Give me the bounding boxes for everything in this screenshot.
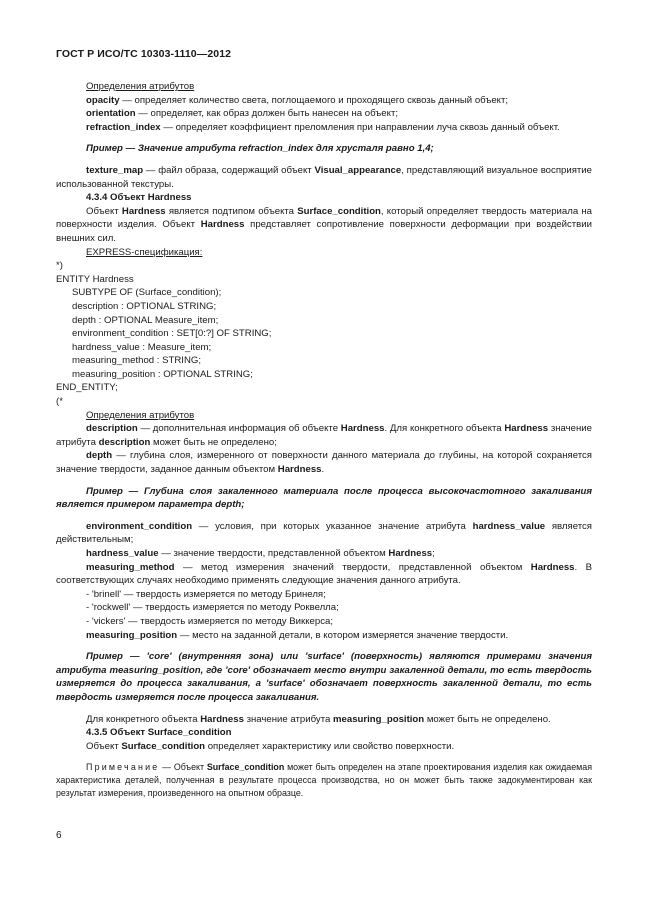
express-line: measuring_method : STRING;	[72, 355, 202, 367]
example-measuring-position: Пример — 'core' (внутренняя зона) или 'surface' (поверхность) являются примерами значения атрибута measuring_position, где 'core' обозначает место внутри закаленной детали, то есть твердость измеряется до процесса закаливания, а 'surface' обозначает поверхность закаленной детали, то есть твердость измеряется после процесса закаливания.	[56, 651, 592, 703]
page-number: 6	[56, 830, 62, 841]
attr-texture-map: texture_map — файл образа, содержащий объект Visual_appearance, представляющий визуальное восприятие использованной текстуры.	[56, 164, 592, 190]
attr-measuring-position: measuring_position — место на заданной детали, в котором измеряется значение твердости.	[86, 629, 509, 641]
method-item-vickers: - 'vickers' — твердость измеряется по методу Виккерса;	[86, 615, 334, 627]
attr-depth: depth — глубина слоя, измеренного от поверхности данного материала до глубины, на которой сохраняется значение твердости, заданное данным объектом Hardness.	[56, 450, 592, 476]
express-line: END_ENTITY;	[56, 382, 118, 394]
note-label: Примечание	[86, 762, 160, 773]
attr-measuring-method: measuring_method — метод измерения значений твердости, представленной объектом Hardness. В соответствующих случаях необходимо применять следующие значения данного атрибута.	[56, 561, 593, 587]
attr-hardness-value: hardness_value — значение твердости, представленной объектом Hardness;	[86, 548, 435, 559]
express-line: SUBTYPE OF (Surface_condition);	[72, 287, 222, 299]
express-open: *)	[56, 260, 63, 272]
express-line: environment_condition : SET[0:?] OF STRING;	[72, 328, 272, 340]
example-depth: Пример — Глубина слоя закаленного материала после процесса высокочастотного закаливания является примером параметра depth;	[56, 485, 592, 511]
attr-environment-condition: environment_condition — условия, при которых указанное значение атрибута hardness_value является действительным;	[56, 520, 593, 546]
attr-defs-title: Определения атрибутов	[86, 81, 195, 92]
method-item-brinell: - 'brinell' — твердость измеряется по методу Бринеля;	[86, 588, 326, 600]
express-line: ENTITY Hardness	[56, 273, 134, 285]
section-heading-434: 4.3.4 Объект Hardness	[86, 192, 192, 204]
express-code	[56, 259, 592, 409]
measuring-position-note: Для конкретного объекта Hardness значение атрибута measuring_position может быть не определено.	[86, 713, 551, 725]
attr-defs-title: Определения атрибутов	[86, 409, 195, 421]
surface-condition-description: Объект Surface_condition определяет характеристику или свойство поверхности.	[86, 740, 455, 752]
document-body	[56, 80, 592, 800]
hardness-description: Объект Hardness является подтипом объекта Surface_condition, который определяет твердость материала на поверхности изделия. Объект Hardness представляет сопротивление поверхности деформации при воздействии внешних сил.	[56, 205, 593, 244]
document-header: ГОСТ Р ИСО/ТС 10303-1110—2012	[56, 48, 232, 60]
attr-description: description — дополнительная информация об объекте Hardness. Для конкретного объекта Hardness значение атрибута description может быть не определено;	[56, 423, 592, 448]
express-line: measuring_position : OPTIONAL STRING;	[72, 368, 253, 380]
attr-refraction-index: refraction_index — определяет коэффициент преломления при направлении луча сквозь данный объект.	[86, 121, 560, 133]
note-paragraph: Примечание — Объект Surface_condition может быть определен на этапе проектирования изделия как ожидаемая характеристика деталей, полученная в результате процесса производства, но он может быть также задокументирован как результат измерения, произведенного на опытном образце.	[56, 762, 592, 798]
express-line: description : OPTIONAL STRING;	[72, 300, 217, 312]
express-line: depth : OPTIONAL Measure_item;	[72, 314, 219, 326]
express-label: EXPRESS-спецификация:	[86, 246, 203, 258]
express-close: (*	[56, 396, 63, 408]
section-heading-435: 4.3.5 Объект Surface_condition	[86, 727, 232, 739]
method-item-rockwell: - 'rockwell' — твердость измеряется по методу Роквелла;	[86, 602, 339, 614]
attr-orientation: orientation — определяет, как образ должен быть нанесен на объект;	[86, 108, 398, 120]
express-line: hardness_value : Measure_item;	[72, 341, 212, 353]
example-refraction: Пример — Значение атрибута refraction_index для хрусталя равно 1,4;	[86, 143, 434, 155]
attr-opacity: opacity — определяет количество света, поглощаемого и проходящего сквозь данный объект;	[86, 94, 509, 106]
